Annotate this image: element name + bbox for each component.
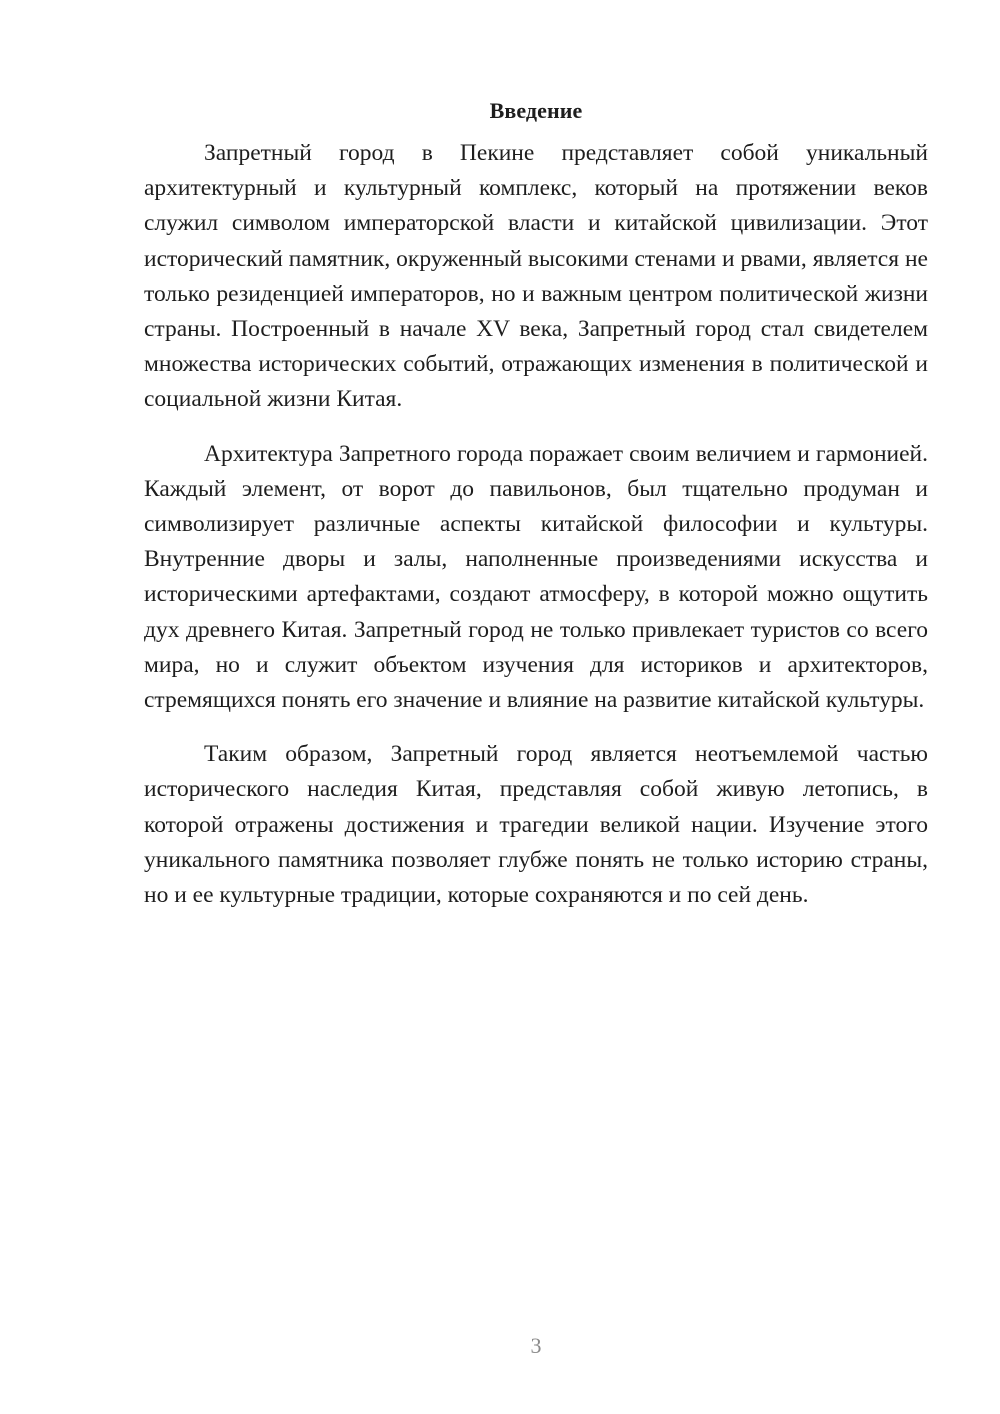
- paragraph-3: Таким образом, Запретный город является неотъемлемой частью исторического наследия Китая, представляя собой живую летопись, в которой отражены достижения и трагедии великой нации. Изучение этого уникального памятника позволяет глубже понять не только историю страны, но и ее культурные традиции, которые сохраняются и по сей день.: [144, 741, 928, 909]
- section-heading: Введение: [489, 98, 583, 123]
- page-content: [144, 96, 928, 932]
- paragraph-2: Архитектура Запретного города поражает своим величием и гармонией. Каждый элемент, от ворот до павильонов, был тщательно продуман и символизирует различные аспекты китайской философии и культуры. Внутренние дворы и залы, наполненные произведениями искусства и историческими артефактами, создают атмосферу, в которой можно ощутить дух древнего Китая. Запретный город не только привлекает туристов со всего мира, но и служит объектом изучения для историков и архитекторов, стремящихся понять его значение и влияние на развитие китайской культуры.: [144, 440, 928, 714]
- paragraph-1: Запретный город в Пекине представляет собой уникальный архитектурный и культурный комплекс, который на протяжении веков служил символом императорской власти и китайской цивилизации. Этот исторический памятник, окруженный высокими стенами и рвами, является не только резиденцией императоров, но и важным центром политической жизни страны. Построенный в начале XV века, Запретный город стал свидетелем множества исторических событий, отражающих изменения в политической и социальной жизни Китая.: [144, 140, 928, 413]
- page-number: 3: [530, 1333, 542, 1358]
